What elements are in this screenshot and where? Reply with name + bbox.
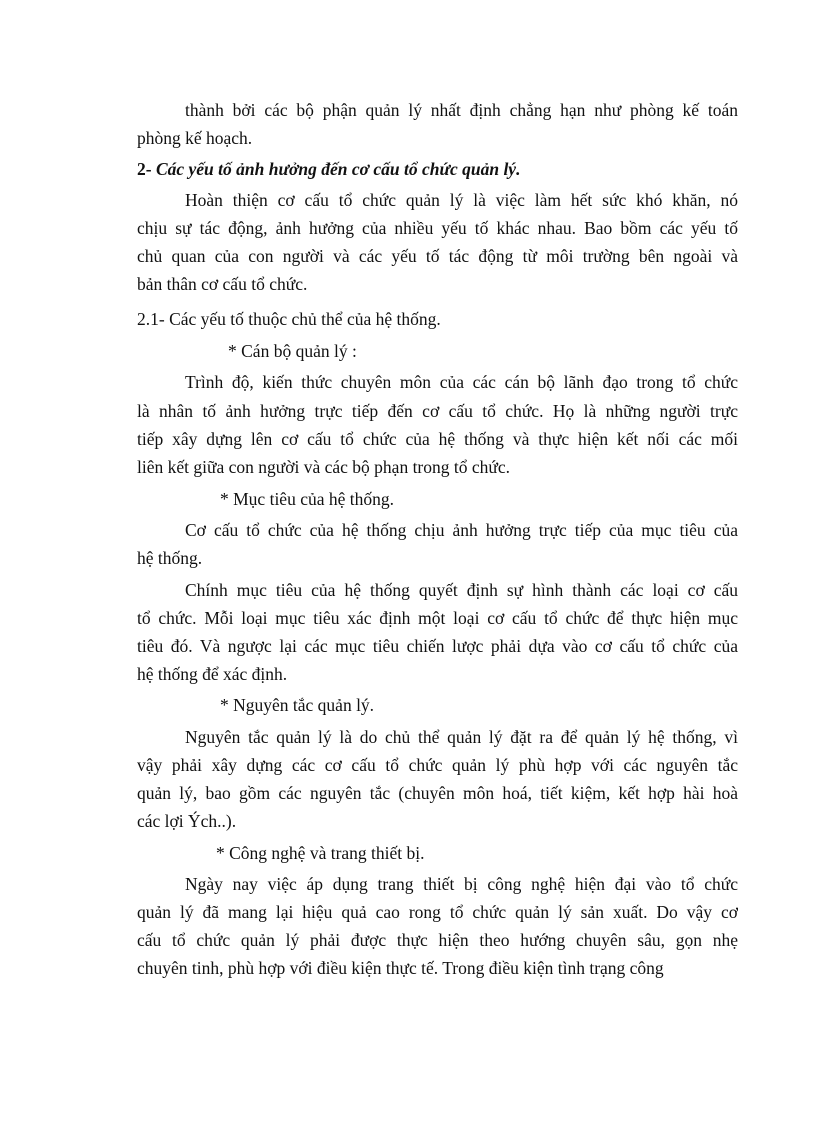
text-line: hệ thống để xác định. bbox=[137, 664, 288, 684]
text-line: quản lý, bao gồm các nguyên tắc (chuyên môn hoá, tiết kiệm, kết hợp hài hoà bbox=[137, 783, 738, 803]
text-line: Ngày nay việc áp dụng trang thiết bị công nghệ hiện đại vào tổ chức bbox=[185, 874, 738, 894]
text-line: chủ quan của con người và các yếu tố tác động từ môi trường bên ngoài và bbox=[137, 246, 738, 266]
subsection-heading: 2.1- Các yếu tố thuộc chủ thể của hệ thống. bbox=[137, 309, 441, 329]
text-line: chuyên tinh, phù hợp với điều kiện thực tế. Trong điều kiện tình trạng công bbox=[137, 958, 664, 978]
bullet-heading: * Nguyên tắc quản lý. bbox=[220, 695, 375, 715]
text-line: cấu tổ chức quản lý phải được thực hiện theo hướng chuyên sâu, gọn nhẹ bbox=[137, 930, 738, 950]
text-line: Trình độ, kiến thức chuyên môn của các cán bộ lãnh đạo trong tổ chức bbox=[185, 372, 738, 392]
text-line: là nhân tố ảnh hưởng trực tiếp đến cơ cấu tổ chức. Họ là những người trực bbox=[137, 401, 738, 421]
text-line: vậy phải xây dựng các cơ cấu tổ chức quản lý phù hợp với các nguyên tắc bbox=[137, 755, 738, 775]
bullet-heading: * Mục tiêu của hệ thống. bbox=[220, 489, 394, 509]
text-line: Cơ cấu tổ chức của hệ thống chịu ảnh hưởng trực tiếp của mục tiêu của bbox=[185, 520, 738, 540]
text-line: quản lý đã mang lại hiệu quả cao rong tổ chức quản lý sản xuất. Do vậy cơ bbox=[137, 902, 738, 922]
section-title: Các yếu tố ảnh hưởng đến cơ cấu tổ chức quản lý. bbox=[155, 159, 521, 179]
text-line: tiếp xây dựng lên cơ cấu tổ chức của hệ thống và thực hiện kết nối các mối bbox=[137, 429, 738, 449]
text-line: bản thân cơ cấu tổ chức. bbox=[137, 274, 308, 294]
text-line: phòng kế hoạch. bbox=[137, 128, 253, 148]
text-line: thành bởi các bộ phận quản lý nhất định chẳng hạn như phòng kế toán bbox=[185, 100, 738, 120]
bullet-heading: * Cán bộ quản lý : bbox=[228, 341, 357, 361]
text-line: Nguyên tắc quản lý là do chủ thể quản lý đặt ra để quản lý hệ thống, vì bbox=[185, 727, 738, 747]
section-heading bbox=[137, 157, 520, 181]
section-number: 2- bbox=[137, 159, 152, 179]
text-line: hệ thống. bbox=[137, 548, 203, 568]
bullet-heading: * Công nghệ và trang thiết bị. bbox=[216, 843, 425, 863]
text-line: Hoàn thiện cơ cấu tổ chức quản lý là việc làm hết sức khó khăn, nó bbox=[185, 190, 738, 210]
text-line: tiêu đó. Và ngược lại các mục tiêu chiến lược phải dựa vào cơ cấu tổ chức của bbox=[137, 636, 738, 656]
text-line: chịu sự tác động, ảnh hưởng của nhiều yếu tố khác nhau. Bao bồm các yếu tố bbox=[137, 218, 738, 238]
text-line: các lợi Ých..). bbox=[137, 811, 237, 831]
text-line: tổ chức. Mỗi loại mục tiêu xác định một loại cơ cấu tổ chức để thực hiện mục bbox=[137, 608, 738, 628]
text-line: Chính mục tiêu của hệ thống quyết định sự hình thành các loại cơ cấu bbox=[185, 580, 738, 600]
text-line: liên kết giữa con người và các bộ phạn trong tổ chức. bbox=[137, 457, 511, 477]
